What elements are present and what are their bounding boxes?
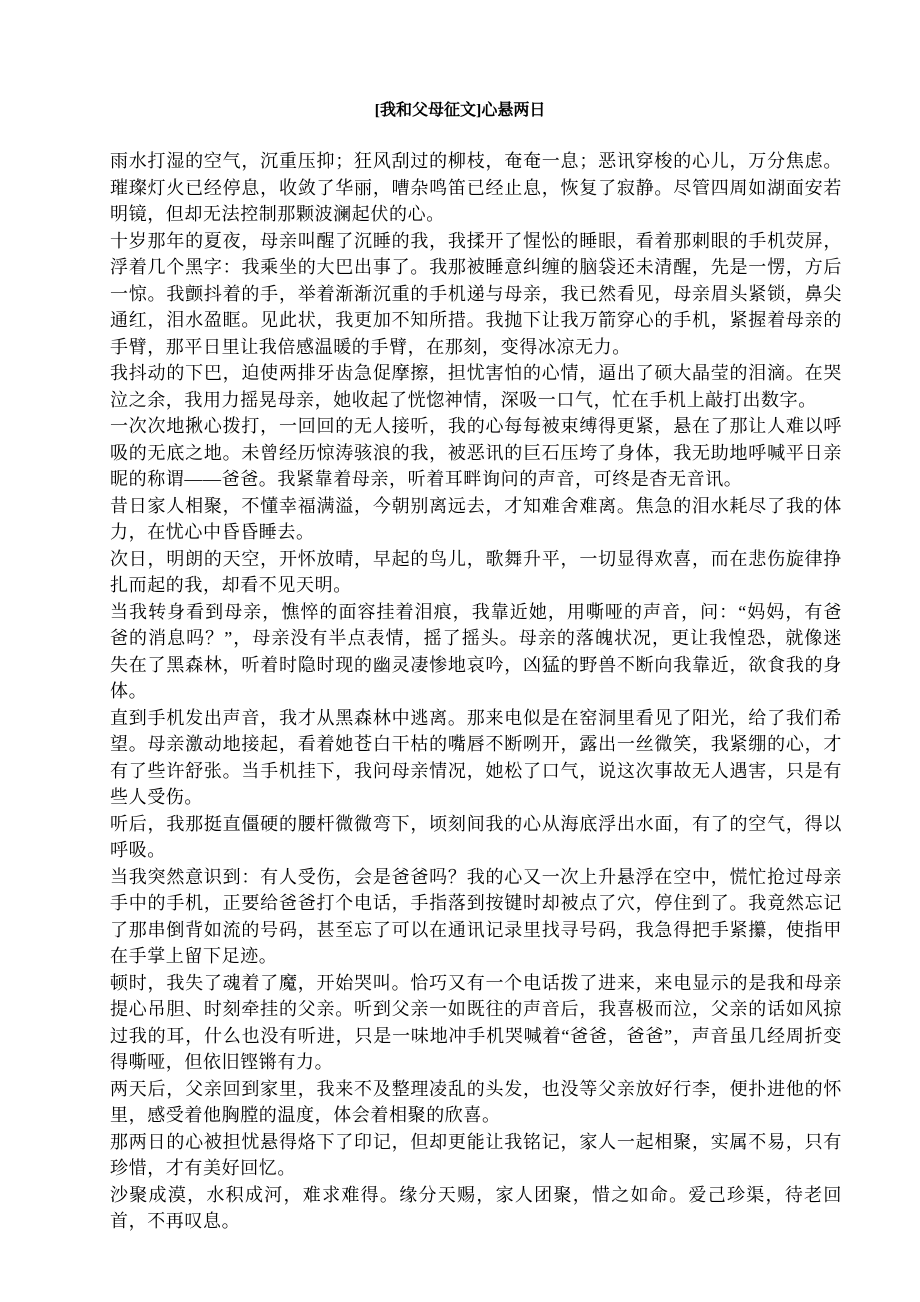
paragraph: 沙聚成漠，水积成河，难求难得。缘分天赐，家人团聚，惜之如命。爱己珍渠，待老回首，不再叹息。 (110, 1184, 842, 1231)
paragraph: 直到手机发出声音，我才从黑森林中逃离。那来电似是在窑洞里看见了阳光，给了我们希望。母亲激动地接起，看着她苍白干枯的嘴唇不断咧开，露出一丝微笑，我紧绷的心，才有了些许舒张。当手机挂下，我问母亲情况，她松了口气，说这次事故无人遇害，只是有些人受伤。 (110, 707, 842, 807)
paragraph: 雨水打湿的空气，沉重压抑；狂风刮过的柳枝，奄奄一息；恶讯穿梭的心儿，万分焦虑。璀璨灯火已经停息，收敛了华丽，嘈杂鸣笛已经止息，恢复了寂静。尽管四周如湖面安若明镜，但却无法控制那颗波澜起伏的心。 (110, 151, 842, 224)
paragraph: 我抖动的下巴，迫使两排牙齿急促摩擦，担忧害怕的心情，逼出了硕大晶莹的泪滴。在哭泣之余，我用力摇晃母亲，她收起了恍惚神情，深吸一口气，忙在手机上敲打出数字。 (110, 363, 842, 410)
paragraph: 当我转身看到母亲，憔悴的面容挂着泪痕，我靠近她，用嘶哑的声音，问：“妈妈，有爸爸的消息吗？”，母亲没有半点表情，摇了摇头。母亲的落魄状况，更让我惶恐，就像迷失在了黑森林，听着时隐时现的幽灵凄惨地哀吟，凶猛的野兽不断向我靠近，欲食我的身体。 (110, 601, 842, 701)
paragraph: 顿时，我失了魂着了魔，开始哭叫。恰巧又有一个电话拨了进来，来电显示的是我和母亲提心吊胆、时刻牵挂的父亲。听到父亲一如既往的声音后，我喜极而泣，父亲的话如风掠过我的耳，什么也没有听进，只是一味地冲手机哭喊着“爸爸，爸爸”，声音虽几经周折变得嘶哑，但依旧铿锵有力。 (110, 972, 842, 1072)
paragraph: 当我突然意识到：有人受伤，会是爸爸吗？我的心又一次上升悬浮在空中，慌忙抢过母亲手中的手机，正要给爸爸打个电话，手指落到按键时却被点了穴，停住到了。我竟然忘记了那串倒背如流的号码，甚至忘了可以在通讯记录里找寻号码，我急得把手紧攥，使指甲在手掌上留下足迹。 (110, 866, 842, 966)
document-body (110, 148, 842, 1235)
paragraph: 次日，明朗的天空，开怀放晴，早起的鸟儿，歌舞升平，一切显得欢喜，而在悲伤旋律挣扎而起的我，却看不见天明。 (110, 548, 842, 595)
paragraph: 昔日家人相聚，不懂幸福满溢，今朝别离远去，才知难舍难离。焦急的泪水耗尽了我的体力，在忧心中昏昏睡去。 (110, 495, 842, 542)
paragraph: 那两日的心被担忧悬得烙下了印记，但却更能让我铭记，家人一起相聚，实属不易，只有珍惜，才有美好回忆。 (110, 1131, 842, 1178)
paragraph: 两天后，父亲回到家里，我来不及整理凌乱的头发，也没等父亲放好行李，便扑进他的怀里，感受着他胸膛的温度，体会着相聚的欣喜。 (110, 1078, 842, 1125)
paragraph: 一次次地揪心拨打，一回回的无人接听，我的心每每被束缚得更紧，悬在了那让人难以呼吸的无底之地。未曾经历惊涛骇浪的我，被恶讯的巨石压垮了身体，我无助地呼喊平日亲昵的称谓——爸爸。我紧靠着母亲，听着耳畔询问的声音，可终是杳无音讯。 (110, 416, 842, 489)
document-title: [我和父母征文]心悬两日 (374, 102, 546, 119)
paragraph: 听后，我那挺直僵硬的腰杆微微弯下，顷刻间我的心从海底浮出水面，有了的空气，得以呼吸。 (110, 813, 842, 860)
paragraph: 十岁那年的夏夜，母亲叫醒了沉睡的我，我揉开了惺忪的睡眼，看着那刺眼的手机荧屏，浮着几个黑字：我乘坐的大巴出事了。我那被睡意纠缠的脑袋还未清醒，先是一愣，方后一惊。我颤抖着的手，举着渐渐沉重的手机递与母亲，我已然看见，母亲眉头紧锁，鼻尖通红，泪水盈眶。见此状，我更加不知所措。我抛下让我万箭穿心的手机，紧握着母亲的手臂，那平日里让我倍感温暖的手臂，在那刻，变得冰凉无力。 (110, 230, 842, 357)
